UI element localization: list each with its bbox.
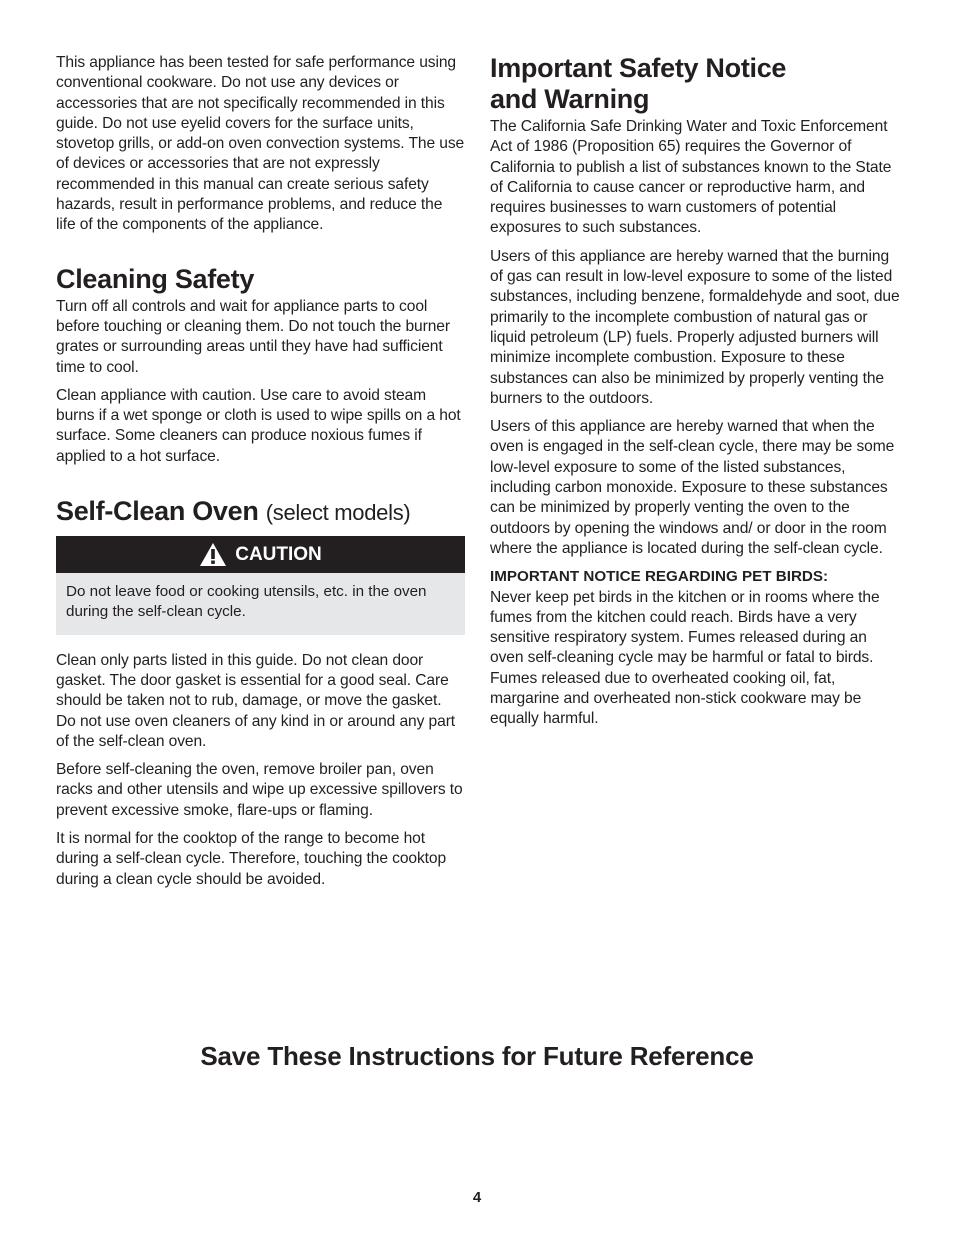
pet-birds-heading: IMPORTANT NOTICE REGARDING PET BIRDS: xyxy=(490,568,829,586)
self-clean-oven-heading xyxy=(56,496,465,528)
page-number: 4 xyxy=(472,1189,482,1206)
prop65-paragraph: The California Safe Drinking Water and Toxic Enforcement Act of 1986 (Proposition 65) requires the Governor of California to publish a list of substances known to the State of California to cause cancer or reproductive harm, and requires businesses to warn customers of potential exposures to such substances. xyxy=(490,118,892,237)
caution-header xyxy=(56,536,465,573)
cleaning-safety-paragraph-2: Clean appliance with caution. Use care to avoid steam burns if a wet sponge or cloth is used to wipe spills on a hot surface. Some cleaners can produce noxious fumes if applied to a hot surface. xyxy=(56,386,461,465)
caution-box xyxy=(56,536,465,635)
cleaning-safety-paragraph-1: Turn off all controls and wait for appliance parts to cool before touching or cleaning them. Do not touch the burner grates or surrounding areas until they have had sufficient time to cool. xyxy=(56,297,450,376)
self-clean-exposure-paragraph: Users of this appliance are hereby warned that when the oven is engaged in the self-clean cycle, there may be some low-level exposure to some of the listed substances, including carbon monoxide. Exposure to these substances can be minimized by properly venting the oven to the outdoors by opening the windows and/ or door in the room where the appliance is located during the self-clean cycle. xyxy=(490,418,895,557)
important-notice-heading-line2: and Warning xyxy=(490,84,650,114)
caution-label: CAUTION xyxy=(235,543,322,565)
pet-birds-paragraph: Never keep pet birds in the kitchen or in rooms where the fumes from the kitchen could reach. Birds have a very sensitive respiratory system. Fumes released during an oven self-cleaning cycle may be harmful or fatal to birds. Fumes released due to overheated cooking oil, fat, margarine and overheated non-stick cookware may be equally harmful. xyxy=(490,588,880,728)
self-clean-oven-title: Self-Clean Oven xyxy=(56,496,259,527)
self-clean-paragraph-1: Clean only parts listed in this guide. Do not clean door gasket. The door gasket is essential for a good seal. Care should be taken not to rub, damage, or move the gasket. Do not use oven cleaners of any kind in or around any part of the self-clean oven. xyxy=(56,651,456,750)
self-clean-paragraph-3: It is normal for the cooktop of the range to become hot during a self-clean cycle. Therefore, touching the cooktop during a clean cycle should be avoided. xyxy=(56,830,447,888)
warning-triangle-icon xyxy=(199,542,227,567)
intro-paragraph: This appliance has been tested for safe performance using conventional cookware. Do not use any devices or accessories that are not specifically recommended in this guide. Do not use eyelid covers for the surface units, stovetop grills, or add-on oven convection systems. The use of devices or accessories that are not expressly recommended in this manual can create serious safety hazards, result in performance problems, and reduce the life of the components of the appliance. xyxy=(56,54,465,234)
gas-burning-paragraph: Users of this appliance are hereby warned that the burning of gas can result in low-level exposure to some of the listed substances, including benzene, formaldehyde and soot, due primarily to the incomplete combustion of natural gas or liquid petroleum (LP) fuels. Properly adjusted burners will minimize incomplete combustion. Exposure to these substances can also be minimized by properly venting the burners to the outdoors. xyxy=(490,247,900,407)
important-notice-heading-line1: Important Safety Notice xyxy=(490,53,787,83)
caution-text: Do not leave food or cooking utensils, etc. in the oven during the self-clean cycle. xyxy=(56,573,465,635)
right-column xyxy=(490,53,900,738)
self-clean-oven-body xyxy=(56,651,465,890)
self-clean-paragraph-2: Before self-cleaning the oven, remove broiler pan, oven racks and other utensils and wipe up excessive spillovers to prevent excessive smoke, flare-ups or flaming. xyxy=(56,761,463,819)
cleaning-safety-heading: Cleaning Safety xyxy=(56,263,255,294)
left-column xyxy=(56,53,465,898)
self-clean-oven-subtitle: (select models) xyxy=(265,500,411,526)
save-instructions-title: Save These Instructions for Future Reference xyxy=(200,1041,754,1071)
important-notice-heading xyxy=(490,53,900,115)
